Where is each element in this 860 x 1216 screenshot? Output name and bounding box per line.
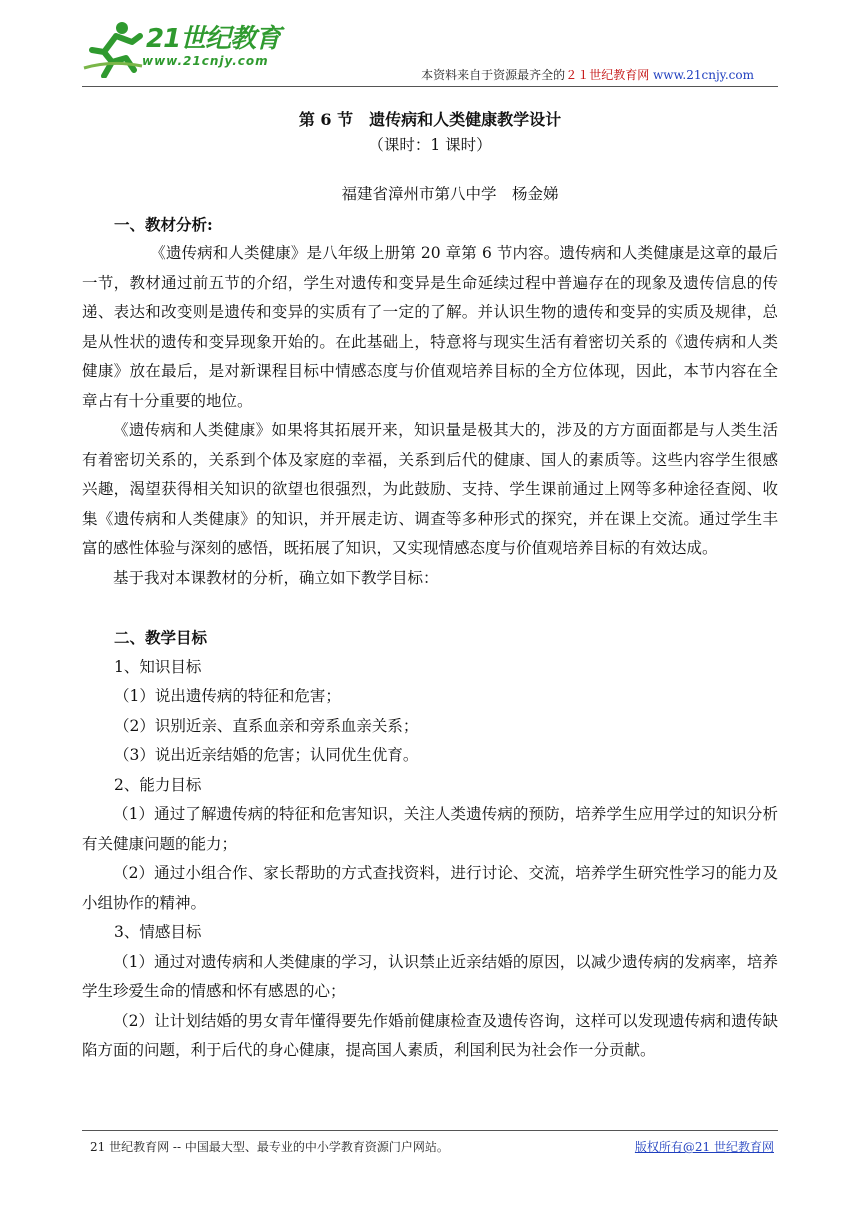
site-logo[interactable] — [82, 18, 282, 82]
list-item: （1）说出遗传病的特征和危害； — [114, 687, 341, 705]
paragraph: 基于我对本课教材的分析，确立如下教学目标： — [113, 568, 439, 587]
list-item: （3）说出近亲结婚的危害；认同优生优育。 — [114, 746, 419, 764]
logo-text: 21世纪教育 — [146, 24, 281, 54]
paragraph: 《遗传病和人类健康》是八年级上册第 20 章第 6 节内容。遗传病和人类健康是这章的最后一节，教材通过前五节的介绍，学生对遗传和变异是生命延续过程中普遍存在的现象及遗传信息的传递、表达和改变则是遗传和变异的实质有了一定的了解。并认识生物的遗传和变异的实质及规律，总是从性状的遗传和变异现象开始的。在此基础上，特意将与现实生活有着密切关系的《遗传病和人类健康》放在最后，是对新课程目标中情感态度与价值观培养目标的全方位体现，因此，本节内容在全章占有十分重要的地位。 — [82, 244, 778, 410]
emotion-heading: 3、情感目标 — [114, 923, 202, 941]
list-item: （1）通过了解遗传病的特征和危害知识，关注人类遗传病的预防，培养学生应用学过的知识分析有关健康问题的能力； — [82, 805, 778, 853]
header-note — [421, 66, 754, 83]
list-item: （2）通过小组合作、家长帮助的方式查找资料，进行讨论、交流，培养学生研究性学习的能力及小组协作的精神。 — [82, 864, 778, 912]
spacer — [82, 593, 778, 623]
doc-title: 第 6 节 遗传病和人类健康教学设计 — [298, 110, 562, 129]
knowledge-heading: 1、知识目标 — [114, 657, 202, 676]
list-item: （2）识别近亲、直系血亲和旁系血亲关系； — [114, 716, 419, 735]
page-header — [0, 0, 860, 90]
list-item: （2）让计划结婚的男女青年懂得要先作婚前健康检查及遗传咨询，这样可以发现遗传病和遗传缺陷方面的问题，利于后代的身心健康，提高国人素质，利国利民为社会作一分贡献。 — [82, 1011, 778, 1059]
section2-heading: 二、教学目标 — [114, 628, 208, 647]
footer-text: 21 世纪教育网 -- 中国最大型、最专业的中小学教育资源门户网站。 — [90, 1140, 449, 1154]
runner-icon — [82, 18, 152, 78]
header-note-url[interactable]: www.21cnjy.com — [653, 68, 754, 82]
header-note-prefix: 本资料来自于资源最齐全的 — [421, 68, 566, 82]
section1-heading: 一、教材分析: — [114, 214, 213, 234]
document-body — [82, 104, 778, 1066]
header-divider — [82, 86, 778, 87]
doc-author: 福建省漳州市第八中学 杨金娣 — [341, 185, 559, 203]
logo-url: www.21cnjy.com — [142, 54, 269, 68]
copyright-link[interactable]: 版权所有@21 世纪教育网 — [634, 1140, 774, 1154]
header-note-site[interactable]: ２１世纪教育网 — [565, 68, 650, 82]
list-item: （1）通过对遗传病和人类健康的学习，认识禁止近亲结婚的原因，以减少遗传病的发病率，培养学生珍爱生命的情感和怀有感恩的心； — [82, 952, 778, 1000]
paragraph: 《遗传病和人类健康》如果将其拓展开来，知识量是极其大的，涉及的方方面面都是与人类生活有着密切关系的，关系到个体及家庭的幸福，关系到后代的健康、国人的素质等。这些内容学生很感兴趣，渴望获得相关知识的欲望也很强烈，为此鼓励、支持、学生课前通过上网等多种途径查阅、收集《遗传病和人类健康》的知识，并开展走访、调查等多种形式的探究，并在课上交流。通过学生丰富的感性体验与深刻的感悟，既拓展了知识，又实现情感态度与价值观培养目标的有效达成。 — [82, 421, 778, 557]
footer-divider — [82, 1130, 778, 1131]
doc-subtitle: （课时：1 课时） — [368, 136, 492, 154]
ability-heading: 2、能力目标 — [114, 775, 202, 794]
